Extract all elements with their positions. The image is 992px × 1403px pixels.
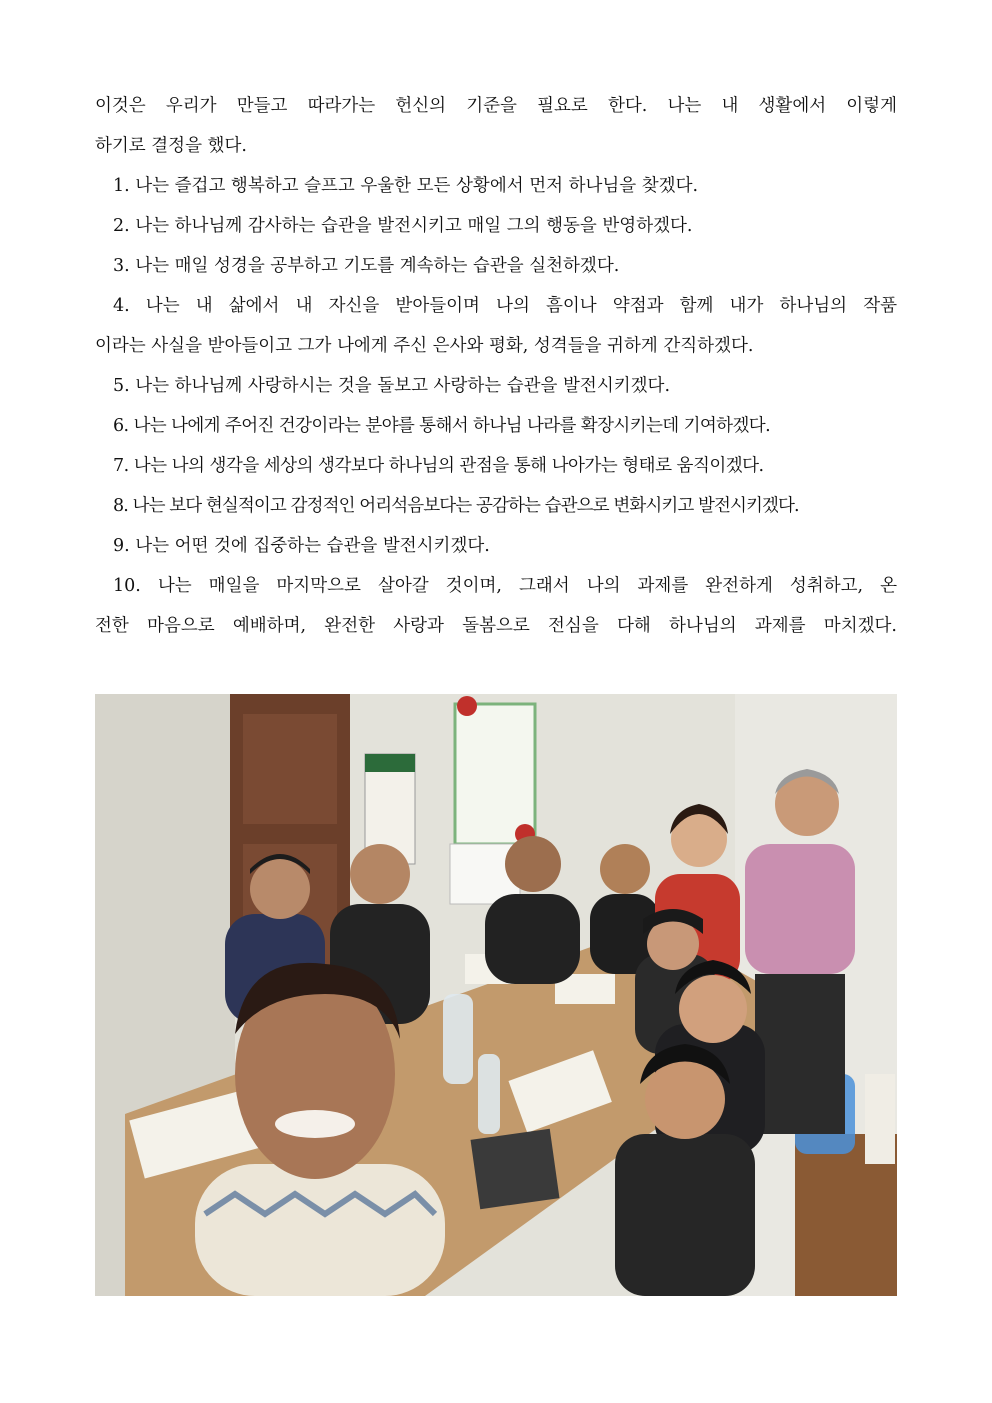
list-item-3: 3. 나는 매일 성경을 공부하고 기도를 계속하는 습관을 실천하겠다. bbox=[113, 256, 620, 276]
intro-line-1: 이것은 우리가 만들고 따라가는 헌신의 기준을 필요로 한다. 나는 내 생활에서 이렇게 bbox=[95, 96, 897, 116]
list-item-4-line-2: 이라는 사실을 받아들이고 그가 나에게 주신 은사와 평화, 성격들을 귀하게 간직하겠다. bbox=[95, 336, 754, 356]
body-text bbox=[95, 86, 897, 646]
list-item-4-line-1: 4. 나는 내 삶에서 내 자신을 받아들이며 나의 흠이나 약점과 함께 내가 하나님의 작품 bbox=[113, 296, 897, 316]
group-photo bbox=[95, 694, 897, 1296]
list-item-7: 7. 나는 나의 생각을 세상의 생각보다 하나님의 관점을 통해 나아가는 형태로 움직이겠다. bbox=[113, 456, 764, 476]
list-item-10-line-2: 전한 마음으로 예배하며, 완전한 사랑과 돌봄으로 전심을 다해 하나님의 과제를 마치겠다. bbox=[95, 616, 897, 636]
list-item-1: 1. 나는 즐겁고 행복하고 슬프고 우울한 모든 상황에서 먼저 하나님을 찾겠다. bbox=[113, 176, 699, 196]
list-item-9: 9. 나는 어떤 것에 집중하는 습관을 발전시키겠다. bbox=[113, 536, 490, 556]
intro-line-2: 하기로 결정을 했다. bbox=[95, 136, 247, 156]
list-item-6: 6. 나는 나에게 주어진 건강이라는 분야를 통해서 하나님 나라를 확장시키는데 기여하겠다. bbox=[113, 416, 771, 436]
list-item-2: 2. 나는 하나님께 감사하는 습관을 발전시키고 매일 그의 행동을 반영하겠다. bbox=[113, 216, 693, 236]
group-photo-illustration bbox=[95, 694, 897, 1296]
list-item-8: 8. 나는 보다 현실적이고 감정적인 어리석음보다는 공감하는 습관으로 변화시키고 발전시키겠다. bbox=[113, 496, 799, 516]
list-item-10-line-1: 10. 나는 매일을 마지막으로 살아갈 것이며, 그래서 나의 과제를 완전하게 성취하고, 온 bbox=[113, 576, 897, 596]
list-item-5: 5. 나는 하나님께 사랑하시는 것을 돌보고 사랑하는 습관을 발전시키겠다. bbox=[113, 376, 671, 396]
